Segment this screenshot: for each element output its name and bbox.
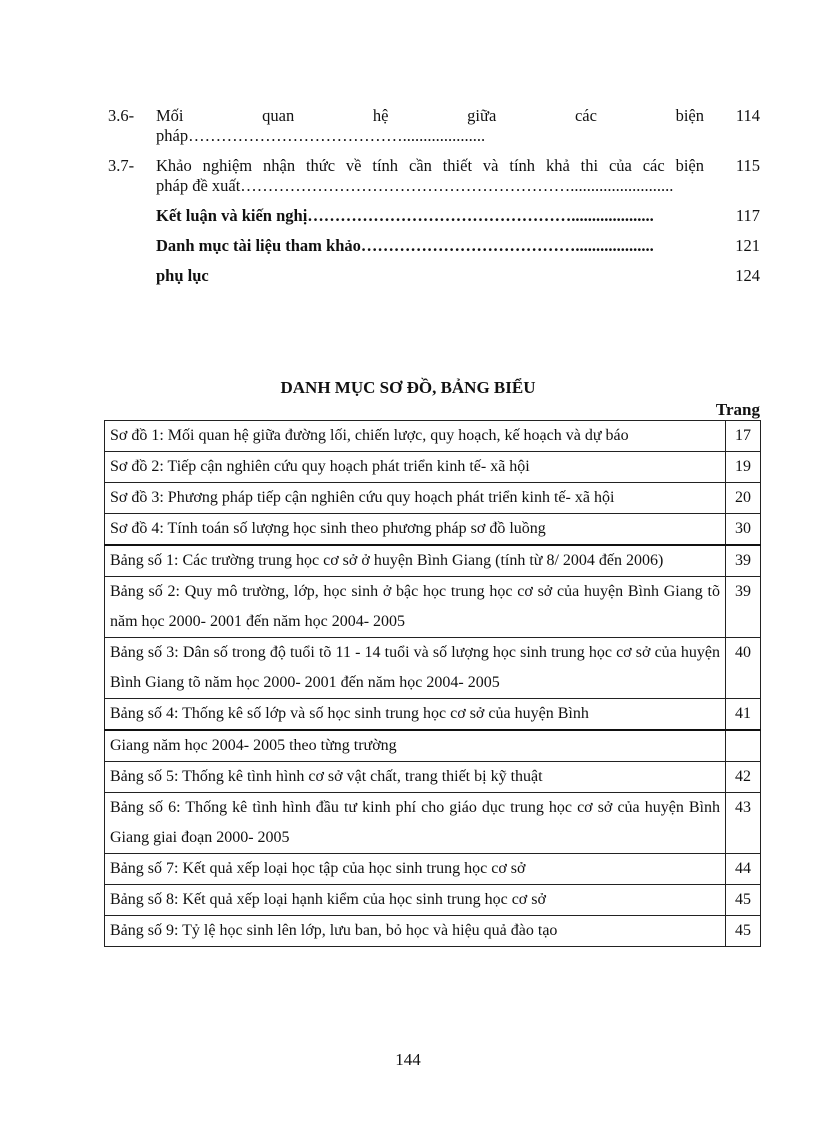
table-row bbox=[105, 885, 761, 916]
table-row bbox=[105, 638, 761, 699]
row-title: Bảng số 7: Kết quả xếp loại học tập của học sinh trung học cơ sở bbox=[105, 854, 726, 885]
row-title: Bảng số 8: Kết quả xếp loại hạnh kiểm của học sinh trung học cơ sở bbox=[105, 885, 726, 916]
table-row bbox=[105, 514, 761, 546]
row-page: 39 bbox=[726, 577, 761, 638]
toc-entry-title: Kết luận và kiến nghị………………………………………….................... bbox=[156, 206, 654, 225]
toc-entry-page: 117 bbox=[735, 206, 760, 225]
row-page: 20 bbox=[726, 483, 761, 514]
table-row bbox=[105, 483, 761, 514]
toc-entry-page: 115 bbox=[735, 156, 760, 175]
row-page: 45 bbox=[726, 885, 761, 916]
page-column-header: Trang bbox=[715, 400, 760, 419]
row-title: Sơ đồ 3: Phương pháp tiếp cận nghiên cứu quy hoạch phát triển kinh tế- xã hội bbox=[105, 483, 726, 514]
row-page: 45 bbox=[726, 916, 761, 947]
row-page: 30 bbox=[726, 514, 761, 546]
toc-entry-appendix bbox=[108, 266, 760, 286]
row-title: Bảng số 3: Dân số trong độ tuổi tõ 11 - 14 tuổi và số lượng học sinh trung học cơ sở của huyện Bình Giang tõ năm học 2000- 2001 đến năm học 2004- 2005 bbox=[105, 638, 726, 699]
toc-entry-3-6 bbox=[108, 106, 760, 146]
row-title: Bảng số 4: Thống kê số lớp và số học sinh trung học cơ sở của huyện Bình bbox=[105, 699, 726, 731]
toc-entry-title-line: pháp………………………………….................... bbox=[156, 126, 486, 145]
toc-entry-title bbox=[156, 106, 718, 146]
toc-entry-number: 3.6- bbox=[108, 106, 135, 125]
toc-entry-number: 3.7- bbox=[108, 156, 135, 175]
row-page: 19 bbox=[726, 452, 761, 483]
list-of-figures-title: DANH MỤC SƠ ĐỒ, BẢNG BIỂU bbox=[280, 378, 536, 397]
row-title: Sơ đồ 2: Tiếp cận nghiên cứu quy hoạch phát triển kinh tế- xã hội bbox=[105, 452, 726, 483]
row-title: Bảng số 2: Quy mô trường, lớp, học sinh ở bậc học trung học cơ sở của huyện Bình Giang tõ năm học 2000- 2001 đến năm học 2004- 2005 bbox=[105, 577, 726, 638]
row-page: 44 bbox=[726, 854, 761, 885]
toc-entry-page: 114 bbox=[735, 106, 760, 125]
toc-entry-conclusion bbox=[108, 206, 760, 226]
row-title: Bảng số 6: Thống kê tình hình đầu tư kinh phí cho giáo dục trung học cơ sở của huyện Bình Giang giai đoạn 2000- 2005 bbox=[105, 793, 726, 854]
table-row bbox=[105, 793, 761, 854]
toc-entry-title bbox=[156, 156, 718, 196]
toc-entry-title-line: Mối quan hệ giữa các biện bbox=[156, 106, 704, 125]
row-title: Giang năm học 2004- 2005 theo từng trường bbox=[105, 730, 726, 762]
row-page: 41 bbox=[726, 699, 761, 731]
row-page: 40 bbox=[726, 638, 761, 699]
table-row bbox=[105, 762, 761, 793]
toc-entry-title: phụ lục bbox=[156, 266, 209, 285]
toc-entry-title: Danh mục tài liệu tham khảo…………………………………................... bbox=[156, 236, 654, 255]
table-row bbox=[105, 730, 761, 762]
table-of-contents bbox=[108, 106, 760, 296]
table-row bbox=[105, 699, 761, 731]
row-page: 39 bbox=[726, 545, 761, 577]
toc-entry-title-line: pháp đề xuất……………………………………………………......................... bbox=[156, 176, 674, 195]
row-page: 43 bbox=[726, 793, 761, 854]
row-page bbox=[726, 730, 761, 762]
toc-entry-page: 121 bbox=[735, 236, 760, 255]
table-row bbox=[105, 854, 761, 885]
toc-entry-3-7 bbox=[108, 156, 760, 196]
table-row bbox=[105, 452, 761, 483]
row-title: Sơ đồ 4: Tính toán số lượng học sinh theo phương pháp sơ đồ luồng bbox=[105, 514, 726, 546]
table-row bbox=[105, 545, 761, 577]
row-title: Bảng số 1: Các trường trung học cơ sở ở huyện Bình Giang (tính từ 8/ 2004 đến 2006) bbox=[105, 545, 726, 577]
list-of-figures-table bbox=[104, 420, 761, 947]
table-row bbox=[105, 577, 761, 638]
toc-entry-page: 124 bbox=[735, 266, 760, 285]
toc-entry-references bbox=[108, 236, 760, 256]
row-page: 42 bbox=[726, 762, 761, 793]
row-title: Bảng số 5: Thống kê tình hình cơ sở vật chất, trang thiết bị kỹ thuật bbox=[105, 762, 726, 793]
row-title: Bảng số 9: Tỷ lệ học sinh lên lớp, lưu ban, bỏ học và hiệu quả đào tạo bbox=[105, 916, 726, 947]
row-title: Sơ đồ 1: Mối quan hệ giữa đường lối, chiến lược, quy hoạch, kế hoạch và dự báo bbox=[105, 421, 726, 452]
table-row bbox=[105, 421, 761, 452]
page-number: 144 bbox=[395, 1050, 421, 1069]
toc-entry-title-line: Khảo nghiệm nhận thức về tính cần thiết và tính khả thi của các biện bbox=[156, 156, 704, 175]
table-row bbox=[105, 916, 761, 947]
row-page: 17 bbox=[726, 421, 761, 452]
